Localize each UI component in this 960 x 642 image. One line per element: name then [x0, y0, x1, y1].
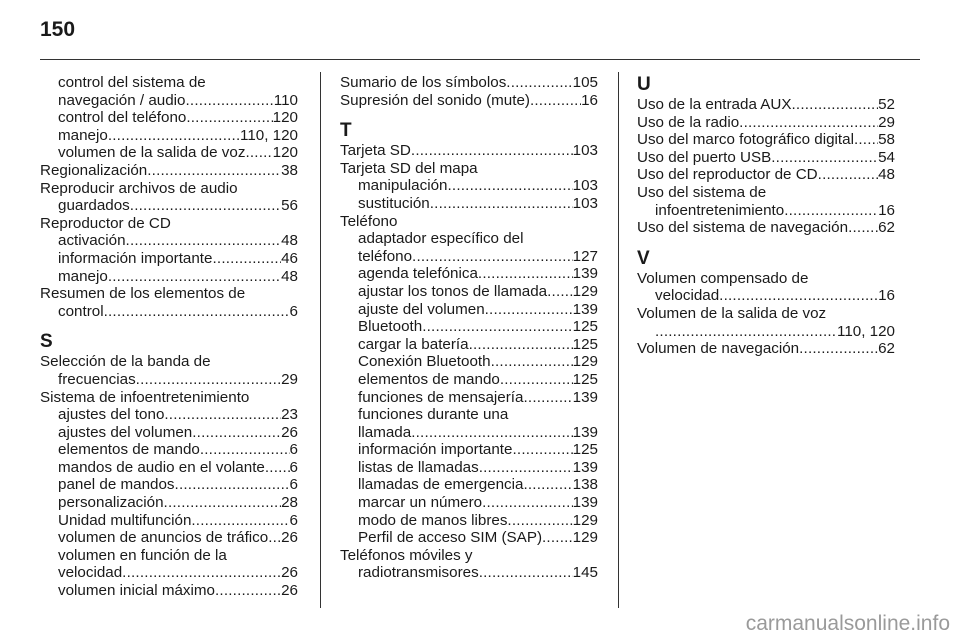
index-page-ref: 56: [281, 197, 298, 215]
index-entry: control del sistema de: [58, 74, 206, 91]
index-entry-text: Uso del sistema de navegación: [637, 219, 849, 237]
index-entry-text: panel de mandos: [58, 476, 175, 494]
index-page-ref: 103: [572, 177, 598, 195]
index-entry-text: Unidad multifunción: [58, 511, 192, 529]
index-page-ref: 105: [572, 74, 598, 91]
dot-leader: [530, 92, 581, 110]
index-entry-text: información importante: [358, 441, 513, 459]
dot-leader: [739, 114, 878, 132]
index-page-ref: 16: [581, 91, 598, 109]
dot-leader: [485, 301, 573, 319]
index-page-ref: 6: [289, 441, 298, 459]
index-entry: [340, 476, 598, 494]
index-entry-text: volumen de la salida de voz: [58, 144, 246, 162]
index-entry-text: Supresión del sonido (mute): [340, 91, 530, 109]
index-entry: [40, 250, 298, 268]
index-entry: [637, 166, 895, 184]
index-entry: [340, 371, 598, 389]
index-page-ref: 26: [281, 423, 298, 441]
index-entry: [40, 232, 298, 250]
dot-leader: [104, 303, 290, 321]
dot-leader: [854, 131, 878, 149]
index-entry: Teléfono: [340, 212, 398, 230]
index-column-1: [40, 74, 298, 600]
index-page-ref: 62: [878, 219, 895, 237]
index-entry-text: Tarjeta SD: [340, 142, 411, 160]
index-entry: [340, 195, 598, 213]
index-entry: [40, 406, 298, 424]
index-page-ref: 129: [572, 282, 598, 300]
dot-leader: [469, 336, 573, 354]
index-entry: [340, 142, 598, 160]
dot-leader: [479, 459, 573, 477]
dot-leader: [164, 494, 282, 512]
index-page-ref: 125: [572, 370, 598, 388]
index-letter-heading: T: [340, 120, 352, 142]
index-entry-text: volumen inicial máximo: [58, 582, 215, 600]
index-entry: [637, 114, 895, 132]
index-page-ref: 127: [572, 247, 598, 265]
index-entry-text: funciones de mensajería: [358, 388, 524, 406]
index-entry: [340, 564, 598, 582]
dot-leader: [430, 195, 573, 213]
watermark: carmanualsonline.info: [745, 612, 950, 635]
index-entry: [40, 197, 298, 215]
index-page-ref: 6: [289, 476, 298, 494]
dot-leader: [771, 149, 878, 167]
index-letter-heading: S: [40, 331, 53, 353]
index-page-ref: 62: [878, 340, 895, 358]
index-entry-text: control del teléfono: [58, 109, 187, 127]
index-page-ref: 16: [878, 287, 895, 305]
index-entry-text: infoentretenimiento: [655, 201, 785, 219]
index-page-ref: 103: [572, 194, 598, 212]
index-page-ref: 120: [272, 109, 298, 127]
index-column-2: [340, 74, 598, 582]
dot-leader: [412, 248, 573, 266]
index-entry-text: activación: [58, 232, 126, 250]
dot-leader: [108, 127, 240, 145]
index-entry: volumen en función de la: [58, 546, 227, 564]
dot-leader: [542, 529, 573, 547]
index-page-ref: 6: [289, 302, 298, 320]
index-page-ref: 48: [281, 267, 298, 285]
index-entry: [40, 441, 298, 459]
index-page-ref: 139: [572, 388, 598, 406]
index-entry-text: velocidad: [58, 564, 123, 582]
dot-leader: [792, 96, 879, 114]
index-entry: Selección de la banda de: [40, 353, 211, 371]
index-page-ref: 129: [572, 529, 598, 547]
index-page-ref: 139: [572, 458, 598, 476]
index-letter-heading: U: [637, 74, 651, 95]
index-entry-text: Perfil de acceso SIM (SAP): [358, 529, 543, 547]
index-entry: funciones durante una: [358, 406, 509, 424]
index-entry: [340, 283, 598, 301]
index-entry-text: elementos de mando: [58, 441, 200, 459]
index-entry: [637, 323, 895, 341]
index-entry-text: mandos de audio en el volante: [58, 458, 265, 476]
index-entry-text: ajustes del tono: [58, 406, 165, 424]
header-rule: [40, 59, 920, 60]
index-entry: [40, 162, 298, 180]
index-letter-heading: V: [637, 247, 650, 269]
dot-leader: [818, 166, 878, 184]
dot-leader: [268, 529, 281, 547]
index-page-ref: 129: [572, 353, 598, 371]
index-entry: [40, 109, 298, 127]
dot-leader: [512, 441, 572, 459]
index-entry-text: Uso de la radio: [637, 113, 740, 131]
index-entry: [340, 318, 598, 336]
dot-leader: [192, 424, 281, 442]
index-page-ref: 139: [572, 265, 598, 283]
index-entry-text: cargar la batería: [358, 335, 469, 353]
index-entry: [340, 459, 598, 477]
index-page-ref: 48: [281, 232, 298, 250]
index-entry: [340, 265, 598, 283]
index-entry: [40, 92, 298, 110]
index-page-ref: 38: [281, 161, 298, 179]
index-entry: [340, 74, 598, 92]
dot-leader: [186, 92, 274, 110]
index-entry: [340, 389, 598, 407]
dot-leader: [130, 197, 281, 215]
index-entry-text: Uso del marco fotográfico digital: [637, 131, 854, 149]
index-entry: [40, 144, 298, 162]
index-page-ref: 139: [572, 494, 598, 512]
index-page-ref: 54: [878, 148, 895, 166]
index-entry-text: velocidad: [655, 287, 720, 305]
dot-leader: [191, 512, 289, 530]
dot-leader: [136, 371, 281, 389]
index-entry-text: llamadas de emergencia: [358, 476, 524, 494]
index-entry: [340, 177, 598, 195]
index-entry: [637, 131, 895, 149]
index-entry-text: ajuste del volumen: [358, 300, 485, 318]
dot-leader: [719, 287, 878, 305]
index-entry-text: marcar un número: [358, 494, 483, 512]
index-entry-text: navegación / audio: [58, 91, 186, 109]
index-entry: [340, 441, 598, 459]
index-entry: [40, 582, 298, 600]
index-page-ref: 26: [281, 529, 298, 547]
index-entry: [40, 564, 298, 582]
index-page-ref: 139: [572, 423, 598, 441]
dot-leader: [108, 268, 281, 286]
index-page-ref: 29: [878, 113, 895, 131]
index-entry: [637, 340, 895, 358]
index-entry-text: manipulación: [358, 177, 448, 195]
dot-leader: [164, 406, 281, 424]
index-page-ref: 52: [878, 96, 895, 113]
index-entry-text: guardados: [58, 197, 130, 215]
dot-leader: [478, 265, 573, 283]
index-entry-text: información importante: [58, 249, 213, 267]
index-page-ref: 26: [281, 582, 298, 600]
index-entry-text: personalización: [58, 494, 164, 512]
index-entry-text: ajustes del volumen: [58, 423, 193, 441]
index-entry: Tarjeta SD del mapa: [340, 159, 478, 177]
index-page-ref: 110, 120: [240, 126, 298, 144]
index-entry: Reproductor de CD: [40, 214, 171, 232]
dot-leader: [479, 564, 573, 582]
index-entry: [637, 96, 895, 114]
index-page-ref: 29: [281, 370, 298, 388]
index-entry: [340, 512, 598, 530]
index-entry-text: Uso de la entrada AUX: [637, 96, 792, 113]
dot-leader: [175, 476, 290, 494]
index-entry-text: Sumario de los símbolos: [340, 74, 507, 91]
index-entry: [340, 494, 598, 512]
index-page-ref: 145: [572, 564, 598, 582]
index-entry: [637, 287, 895, 305]
dot-leader: [523, 476, 572, 494]
index-page-ref: 26: [281, 564, 298, 582]
index-entry: [340, 424, 598, 442]
index-entry: [340, 248, 598, 266]
index-page-ref: 110, 120: [837, 322, 895, 340]
index-page-ref: 16: [878, 201, 895, 219]
index-entry: adaptador específico del: [358, 230, 524, 248]
index-page-ref: 46: [281, 249, 298, 267]
index-entry: [40, 424, 298, 442]
index-entry-text: elementos de mando: [358, 370, 500, 388]
index-page-ref: 23: [281, 406, 298, 424]
index-entry: [40, 529, 298, 547]
index-page-ref: 139: [572, 300, 598, 318]
index-entry-text: manejo: [58, 267, 108, 285]
index-entry: [40, 476, 298, 494]
index-page-ref: 138: [572, 476, 598, 494]
dot-leader: [500, 371, 573, 389]
dot-leader: [422, 318, 572, 336]
index-page-ref: 110: [273, 91, 298, 109]
index-entry-text: listas de llamadas: [358, 458, 479, 476]
index-entry-text: Bluetooth: [358, 318, 423, 336]
index-entry-text: Regionalización: [40, 161, 148, 179]
dot-leader: [491, 353, 573, 371]
index-entry-text: teléfono: [358, 247, 413, 265]
dot-leader: [245, 144, 272, 162]
dot-leader: [482, 494, 573, 512]
dot-leader: [186, 109, 272, 127]
index-entry-text: Volumen de navegación: [637, 340, 800, 358]
index-entry-text: manejo: [58, 126, 108, 144]
dot-leader: [655, 323, 837, 341]
index-entry: Volumen de la salida de voz: [637, 304, 827, 322]
index-entry-text: Uso del puerto USB: [637, 148, 772, 166]
index-page-ref: 125: [572, 335, 598, 353]
dot-leader: [411, 424, 572, 442]
dot-leader: [411, 142, 573, 160]
index-page-ref: 58: [878, 131, 895, 149]
index-page-ref: 125: [572, 441, 598, 459]
index-entry: [637, 202, 895, 220]
dot-leader: [126, 232, 282, 250]
index-entry: [40, 512, 298, 530]
index-entry: Reproducir archivos de audio: [40, 179, 238, 197]
index-entry-text: sustitución: [358, 194, 430, 212]
index-entry: Teléfonos móviles y: [340, 546, 473, 564]
index-page-ref: 125: [572, 318, 598, 336]
index-entry: [340, 336, 598, 354]
index-entry-text: Uso del reproductor de CD: [637, 166, 818, 184]
dot-leader: [215, 582, 281, 600]
index-entry: [40, 494, 298, 512]
index-page-ref: 120: [272, 144, 298, 162]
index-page-ref: 28: [281, 494, 298, 512]
index-page-ref: 6: [289, 511, 298, 529]
index-entry-text: radiotransmisores: [358, 564, 479, 582]
index-page-ref: 6: [289, 458, 298, 476]
index-entry: [340, 301, 598, 319]
index-entry-text: volumen de anuncios de tráfico: [58, 529, 269, 547]
index-entry: [340, 529, 598, 547]
index-entry: Volumen compensado de: [637, 269, 809, 287]
index-entry: Uso del sistema de: [637, 183, 767, 201]
index-entry: [637, 219, 895, 237]
index-entry: [40, 371, 298, 389]
dot-leader: [523, 389, 572, 407]
dot-leader: [799, 340, 878, 358]
dot-leader: [265, 459, 290, 477]
index-entry: [40, 127, 298, 145]
dot-leader: [848, 219, 878, 237]
index-entry-text: control: [58, 302, 104, 320]
page-number: 150: [40, 18, 76, 41]
column-divider: [320, 72, 321, 608]
index-page-ref: 103: [572, 142, 598, 160]
dot-leader: [122, 564, 281, 582]
column-divider: [618, 72, 619, 608]
index-entry: [40, 303, 298, 321]
dot-leader: [784, 202, 878, 220]
index-entry-text: modo de manos libres: [358, 511, 508, 529]
index-entry: Resumen de los elementos de: [40, 285, 246, 303]
index-entry: [40, 459, 298, 477]
index-entry: [340, 353, 598, 371]
dot-leader: [448, 177, 573, 195]
index-entry-text: agenda telefónica: [358, 265, 478, 283]
index-entry: [340, 92, 598, 110]
index-entry-text: frecuencias: [58, 370, 136, 388]
index-column-3: [637, 74, 895, 358]
dot-leader: [547, 283, 573, 301]
dot-leader: [507, 512, 572, 530]
dot-leader: [200, 441, 290, 459]
dot-leader: [212, 250, 281, 268]
index-entry: [40, 268, 298, 286]
index-entry: [637, 149, 895, 167]
index-page-ref: 48: [878, 166, 895, 184]
index-entry: Sistema de infoentretenimiento: [40, 388, 250, 406]
index-page-ref: 129: [572, 511, 598, 529]
index-entry-text: ajustar los tonos de llamada: [358, 282, 548, 300]
dot-leader: [506, 74, 572, 92]
index-entry-text: llamada: [358, 423, 412, 441]
index-entry-text: Conexión Bluetooth: [358, 353, 491, 371]
dot-leader: [147, 162, 281, 180]
